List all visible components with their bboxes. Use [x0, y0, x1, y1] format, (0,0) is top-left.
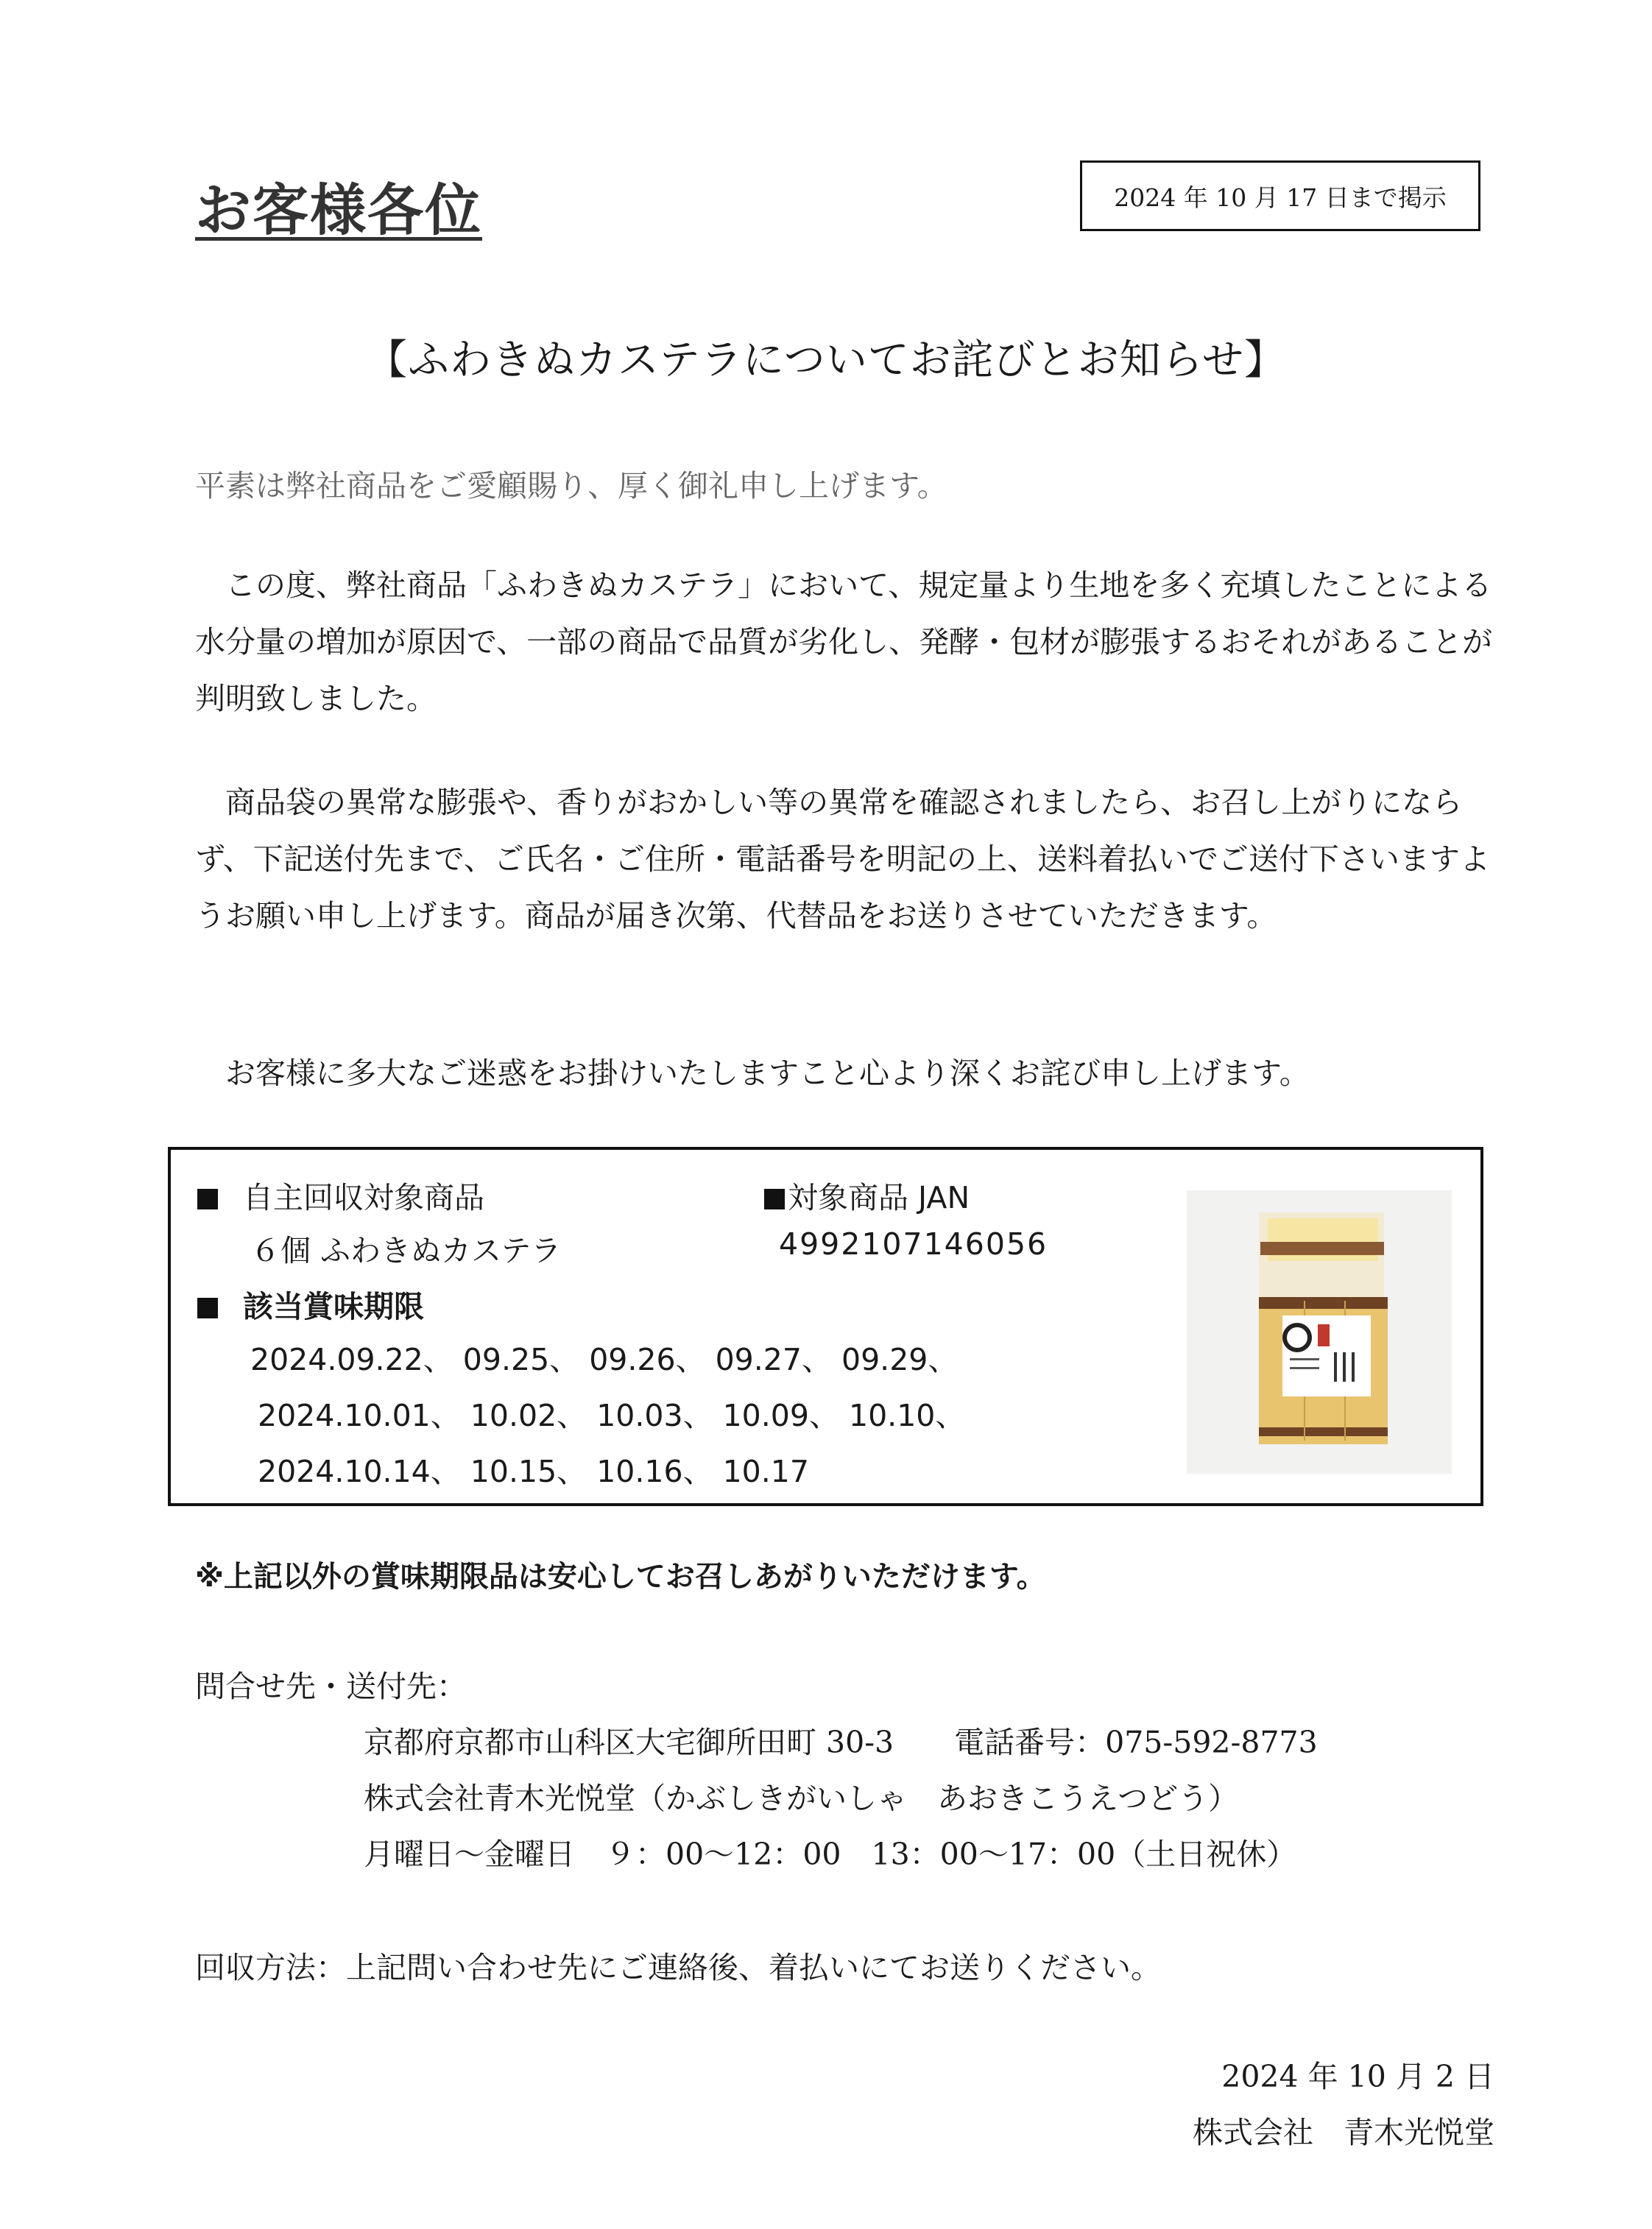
recall-info-box [168, 1147, 1483, 1506]
apology-paragraph: お客様に多大なご迷惑をお掛けいたしますこと心より深くお詫び申し上げます。 [225, 1056, 1310, 1091]
instruction-paragraph: 商品袋の異常な膨張や、香りがおかしい等の異常を確認されましたら、お召し上がりにならず、下記送付先まで、ご氏名・ご住所・電話番号を明記の上、送料着払いでご送付下さいますようお願い申し上げます。商品が届き次第、代替品をお送りさせていただきます。 [195, 785, 1490, 933]
return-method: 回収方法：上記問い合わせ先にご連絡後、着払いにてお送りください。 [195, 1950, 1161, 1985]
castella-package-illustration [1187, 1190, 1452, 1474]
notice-title: 【ふわきぬカステラについてお詫びとお知らせ】 [365, 336, 1287, 384]
issuer-company: 株式会社 青木光悦堂 [1193, 2115, 1494, 2150]
issue-date: 2024 年 10 月 2 日 [1221, 2059, 1494, 2094]
product-photo [1187, 1190, 1452, 1474]
expiry-line: 2024.10.14、 10.15、 10.16、 10.17 [258, 1454, 809, 1489]
intro-paragraph: 平素は弊社商品をご愛顧賜り、厚く御礼申し上げます。 [195, 468, 947, 504]
jan-code: 4992107146056 [779, 1226, 1048, 1262]
expiry-line: 2024.10.01、 10.02、 10.03、 10.09、 10.10、 [258, 1398, 966, 1433]
contact-address-phone: 京都府京都市山科区大宅御所田町 30-3 電話番号：075-592-8773 [364, 1725, 1318, 1760]
product-name: ６個 ふわきぬカステラ [250, 1233, 562, 1268]
posted-until-box: 2024 年 10 月 17 日まで掲示 [1080, 160, 1480, 231]
contact-label: 問合せ先・送付先： [195, 1669, 467, 1704]
greeting-heading: お客様各位 [195, 177, 482, 243]
contact-hours: 月曜日～金曜日 ９：00～12：00 13：00～17：00（土日祝休） [364, 1837, 1297, 1872]
expiry-line: 2024.09.22、 09.25、 09.26、 09.27、 09.29、 [250, 1342, 959, 1377]
jan-heading: 対象商品 JAN [764, 1173, 970, 1217]
square-bullet-icon [197, 1298, 218, 1318]
contact-company: 株式会社青木光悦堂（かぶしきがいしゃ あおきこうえつどう） [364, 1781, 1239, 1816]
cause-paragraph: この度、弊社商品「ふわきぬカステラ」において、規定量より生地を多く充填したことによる水分量の増加が原因で、一部の商品で品質が劣化し、発酵・包材が膨張するおそれがあることが判明致しました。 [195, 568, 1493, 716]
square-bullet-icon [764, 1189, 785, 1209]
square-bullet-icon [197, 1189, 218, 1209]
safe-note: ※上記以外の賞味期限品は安心してお召しあがりいただけます。 [195, 1560, 1046, 1594]
product-heading: 自主回収対象商品 [197, 1173, 484, 1217]
expiry-heading: 該当賞味期限 [197, 1282, 424, 1326]
